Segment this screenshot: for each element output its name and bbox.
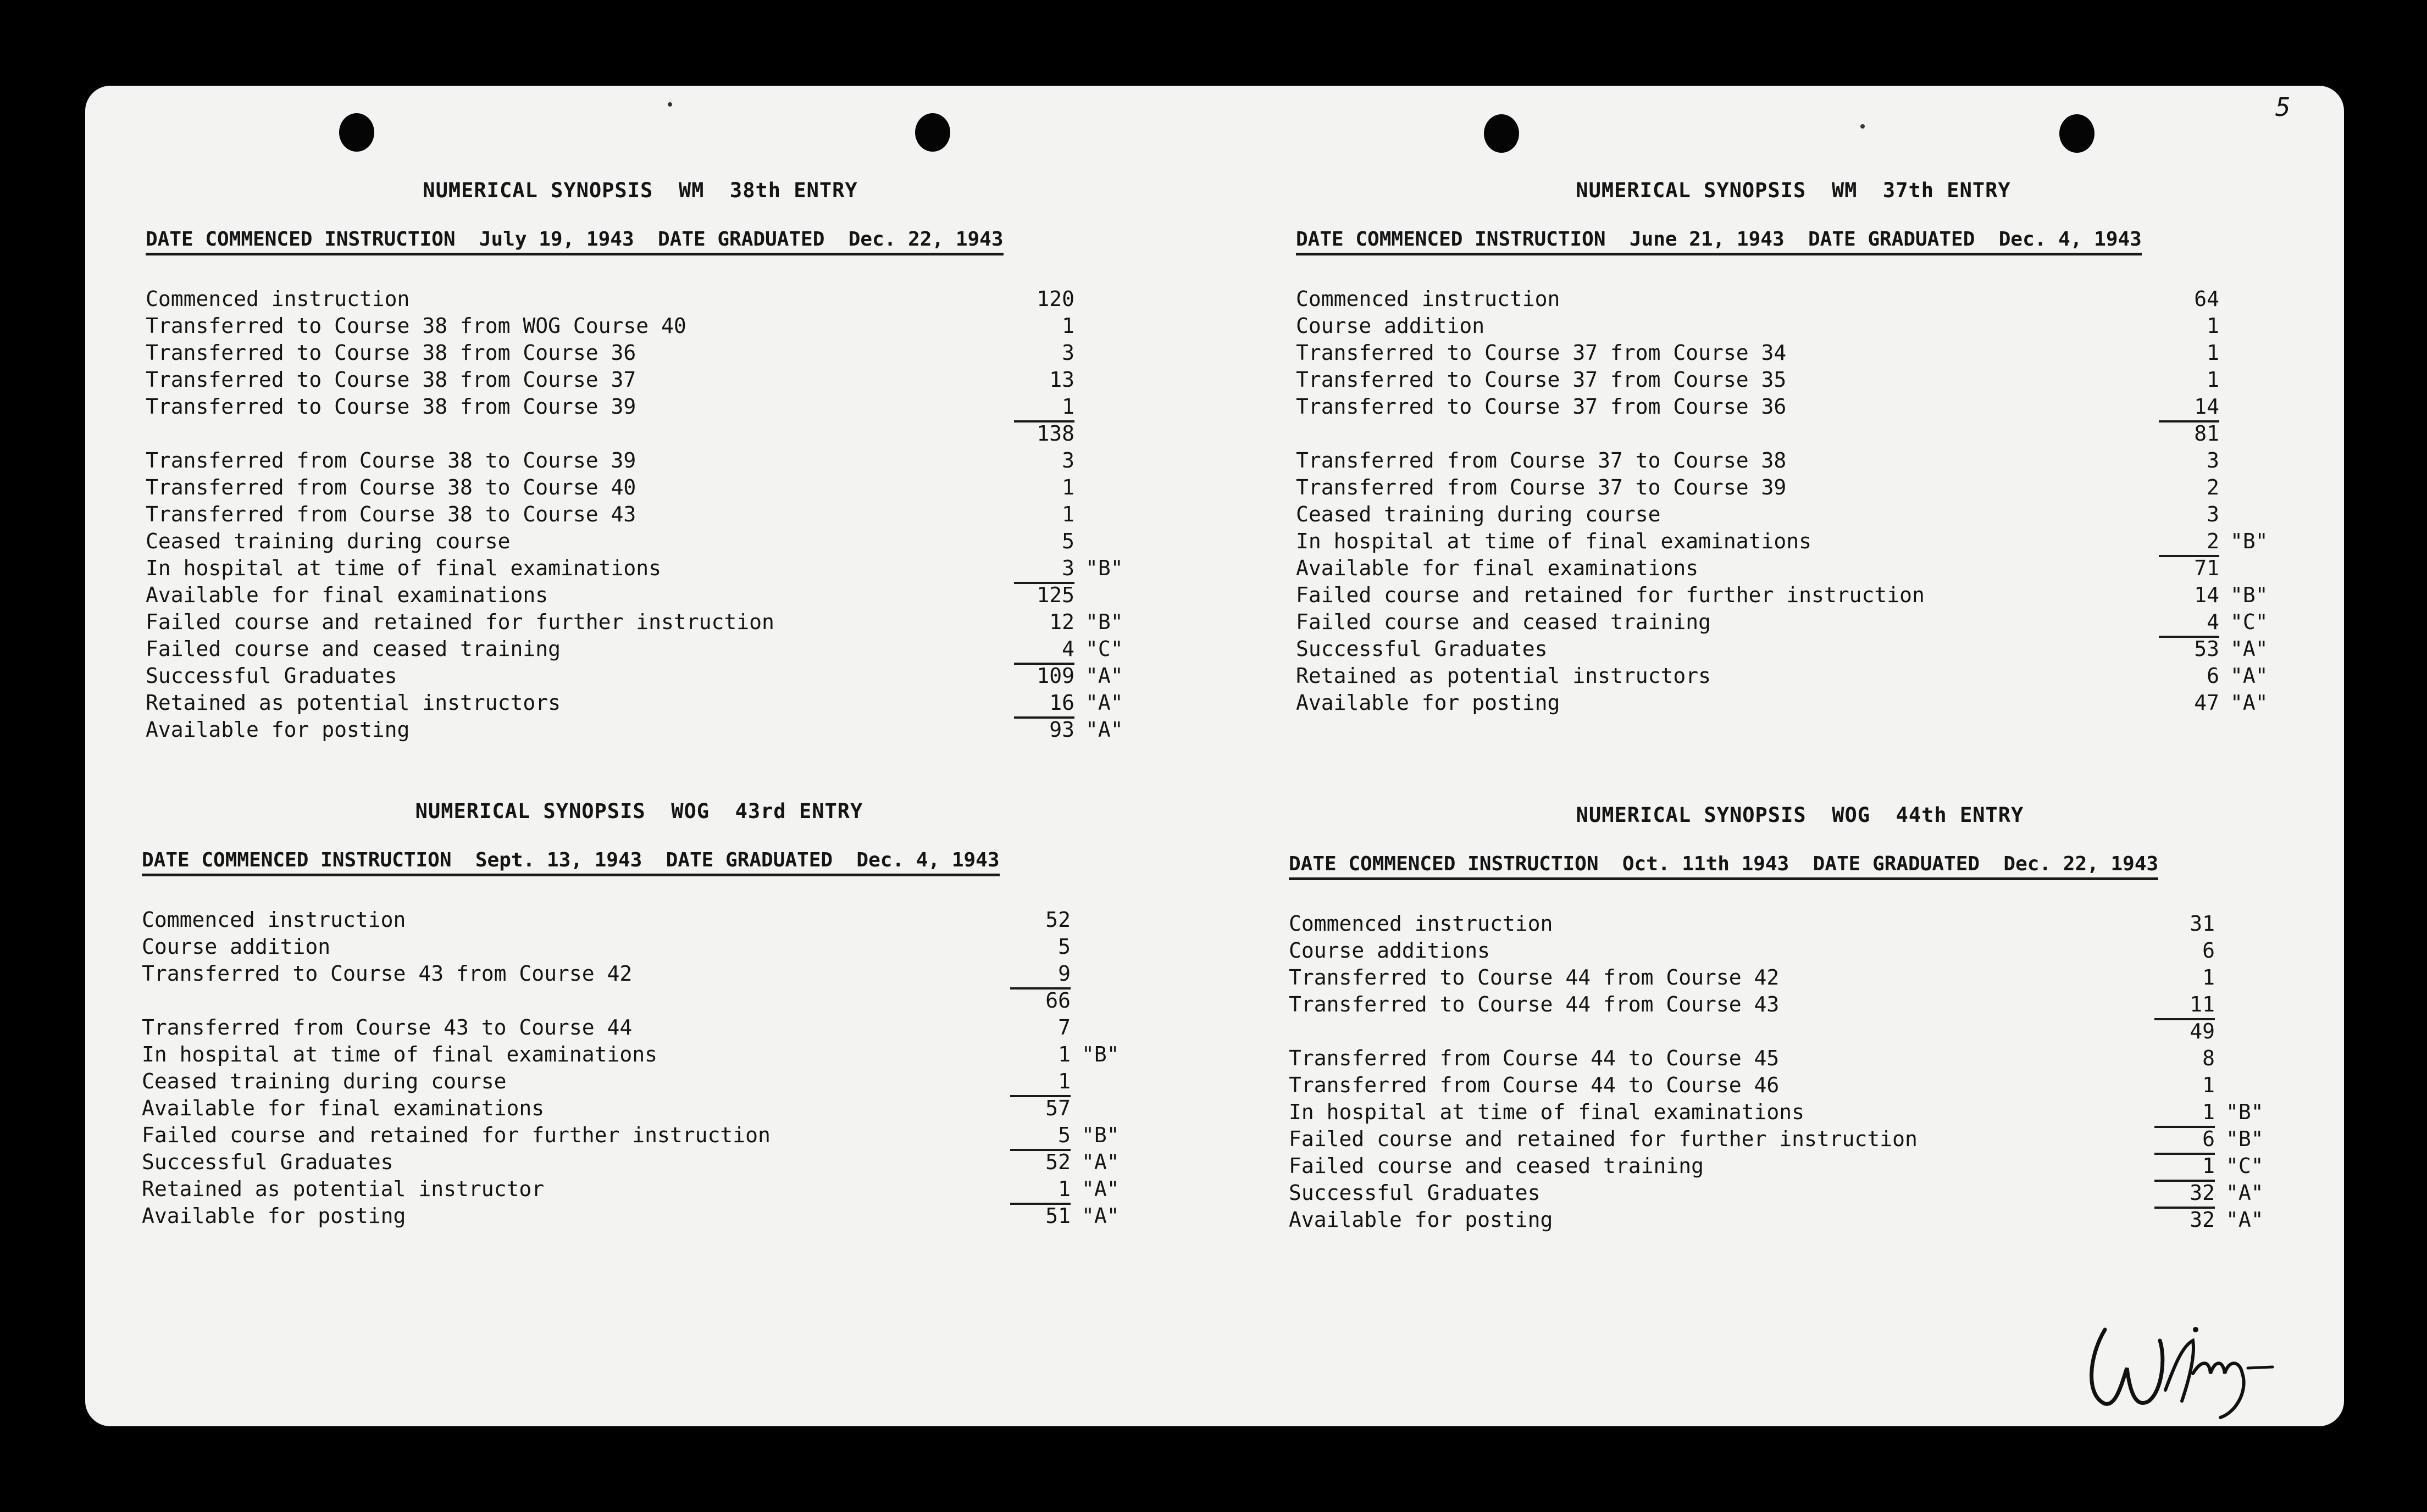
subtotal-value: 49 [2190,1019,2215,1043]
row-label: Available for posting [146,718,410,742]
subtotal-value: 138 [1037,421,1074,446]
row-label: Transferred to Course 38 from Course 37 [146,368,636,392]
subtotal-row [1296,420,2307,447]
synopsis-row [142,1122,1153,1149]
synopsis-row [142,960,1153,987]
row-value: 1 [1010,1176,1071,1205]
row-label: Failed course and retained for further instruction [1296,583,1925,607]
row-grade: "C" [1085,637,1123,661]
row-value: 2 [2159,528,2219,557]
row-grade: "A" [2230,637,2268,661]
row-grade: "B" [2226,1100,2264,1124]
synopsis-row [1289,937,2300,964]
row-label: Transferred to Course 43 from Course 42 [142,961,633,986]
subtotal-value: 81 [2194,421,2219,446]
row-label: Transferred to Course 44 from Course 42 [1289,965,1780,990]
row-label: Commenced instruction [142,908,406,932]
row-label: Transferred from Course 43 to Course 44 [142,1015,633,1040]
row-value: 12 [1049,610,1074,634]
row-grade: "B" [1082,1042,1120,1066]
row-value: 32 [2154,1180,2215,1209]
row-value: 109 [1037,664,1074,688]
row-value: 5 [1010,1122,1071,1151]
synopsis-row [1289,1072,2300,1099]
synopsis-row [146,555,1157,582]
section-title: NUMERICAL SYNOPSIS WOG 43rd ENTRY [415,799,863,823]
row-label: Transferred to Course 38 from WOG Course 40 [146,314,686,338]
row-value: 14 [2159,393,2219,423]
row-label: Commenced instruction [146,287,410,311]
synopsis-row [1296,313,2307,340]
row-label: Transferred to Course 37 from Course 36 [1296,394,1787,419]
synopsis-row [146,636,1157,663]
synopsis-row [146,582,1157,609]
handwritten-signature [2083,1308,2292,1434]
row-label: Transferred to Course 37 from Course 34 [1296,341,1787,365]
row-grade: "A" [2230,691,2268,715]
synopsis-row [142,1014,1153,1041]
row-label: Ceased training during course [1296,502,1661,526]
section-header-dates: DATE COMMENCED INSTRUCTION June 21, 1943 DATE GRADUATED Dec. 4, 1943 [1296,228,2142,255]
row-value: 5 [1062,529,1074,553]
synopsis-row [1296,528,2307,555]
synopsis-row [146,366,1157,393]
punch-hole [1484,114,1519,153]
synopsis-row [1289,1099,2300,1126]
row-grade: "B" [1082,1123,1120,1147]
row-label: Available for posting [1289,1208,1553,1232]
row-label: Failed course and ceased training [1296,610,1711,634]
synopsis-rows [1296,286,2307,716]
row-label: Transferred from Course 44 to Course 46 [1289,1073,1780,1097]
row-label: Transferred to Course 37 from Course 35 [1296,368,1787,392]
row-grade: "B" [2230,529,2268,553]
row-label: Transferred to Course 44 from Course 43 [1289,992,1780,1016]
row-grade: "A" [2226,1208,2264,1232]
row-value: 1 [2202,1073,2215,1097]
synopsis-row [142,933,1153,960]
row-value: 2 [2207,475,2219,499]
synopsis-row [146,690,1157,716]
section-header-dates: DATE COMMENCED INSTRUCTION July 19, 1943 DATE GRADUATED Dec. 22, 1943 [146,228,1004,255]
subtotal-row [142,987,1153,1014]
punch-hole [2059,114,2094,153]
row-value: 57 [1045,1096,1071,1120]
synopsis-row [1289,1126,2300,1153]
row-label: Successful Graduates [1296,637,1548,661]
row-value: 3 [2207,448,2219,472]
row-value: 64 [2194,287,2219,311]
synopsis-row [142,1149,1153,1176]
row-label: In hospital at time of final examinations [146,556,661,580]
row-label: Ceased training during course [142,1069,507,1093]
row-value: 1 [2207,341,2219,365]
row-label: Successful Graduates [142,1150,394,1174]
synopsis-row [1296,366,2307,393]
row-value: 1 [2154,1153,2215,1182]
row-value: 4 [1014,636,1074,665]
punch-hole [339,113,374,152]
row-label: Course additions [1289,938,1490,963]
synopsis-row [1289,1153,2300,1180]
synopsis-row [146,286,1157,313]
synopsis-row [1296,474,2307,501]
synopsis-row [1296,340,2307,366]
section-title: NUMERICAL SYNOPSIS WM 37th ENTRY [1576,179,2011,202]
punch-hole [915,113,950,152]
row-grade: "A" [2226,1181,2264,1205]
row-value: 9 [1010,960,1071,990]
synopsis-row [146,663,1157,690]
row-label: Retained as potential instructors [146,691,561,715]
synopsis-row [142,1068,1153,1095]
row-value: 53 [2194,637,2219,661]
synopsis-row [1296,447,2307,474]
synopsis-row [146,313,1157,340]
row-grade: "C" [2230,610,2268,634]
synopsis-row [146,340,1157,366]
row-label: Commenced instruction [1289,911,1553,936]
row-label: Course addition [1296,314,1485,338]
row-grade: "B" [2230,583,2268,607]
row-label: Available for posting [1296,691,1560,715]
row-value: 93 [1049,718,1074,742]
row-value: 1 [1010,1068,1071,1097]
row-value: 1 [1062,475,1074,499]
row-label: Commenced instruction [1296,287,1560,311]
row-value: 1 [1014,393,1074,423]
row-label: Course addition [142,935,331,959]
row-grade: "A" [1082,1177,1120,1201]
row-label: Transferred from Course 37 to Course 38 [1296,448,1787,472]
synopsis-row [146,609,1157,636]
row-grade: "A" [2230,664,2268,688]
section-title: NUMERICAL SYNOPSIS WOG 44th ENTRY [1576,803,2024,827]
row-label: Retained as potential instructors [1296,664,1711,688]
row-grade: "A" [1082,1150,1120,1174]
row-value: 4 [2159,609,2219,638]
row-label: Successful Graduates [146,664,397,688]
synopsis-row [1289,1045,2300,1072]
row-grade: "B" [2226,1127,2264,1151]
synopsis-row [1289,1180,2300,1207]
row-label: Transferred from Course 37 to Course 39 [1296,475,1787,499]
row-value: 52 [1045,908,1071,932]
row-label: Failed course and ceased training [1289,1154,1704,1178]
section-header-dates: DATE COMMENCED INSTRUCTION Sept. 13, 1943 DATE GRADUATED Dec. 4, 1943 [142,849,1000,876]
row-value: 51 [1045,1204,1071,1228]
row-grade: "A" [1082,1204,1120,1228]
row-grade: "A" [1085,718,1123,742]
row-value: 1 [1058,1042,1071,1066]
row-label: Failed course and ceased training [146,637,561,661]
row-label: Successful Graduates [1289,1181,1541,1205]
row-grade: "B" [1085,556,1123,580]
dust-speck [1860,124,1865,129]
synopsis-row [1296,609,2307,636]
synopsis-row [146,716,1157,743]
row-value: 1 [2207,368,2219,392]
row-grade: "A" [1085,664,1123,688]
synopsis-row [1289,964,2300,991]
row-label: Transferred to Course 38 from Course 36 [146,341,636,365]
row-value: 3 [1062,341,1074,365]
row-value: 7 [1058,1015,1071,1040]
row-grade: "A" [1085,691,1123,715]
row-value: 6 [2154,1126,2215,1155]
synopsis-row [146,501,1157,528]
row-value: 1 [1062,314,1074,338]
row-grade: "C" [2226,1154,2264,1178]
row-label: Available for posting [142,1204,406,1228]
synopsis-row [142,907,1153,933]
row-value: 1 [2202,965,2215,990]
row-value: 52 [1045,1150,1071,1174]
row-value: 13 [1049,368,1074,392]
synopsis-row [1289,910,2300,937]
row-label: In hospital at time of final examinations [1289,1100,1804,1124]
synopsis-row [1296,501,2307,528]
row-label: Transferred from Course 38 to Course 43 [146,502,636,526]
row-value: 1 [2207,314,2219,338]
row-label: Available for final examinations [142,1096,545,1120]
row-value: 1 [2154,1099,2215,1128]
synopsis-rows [146,286,1157,743]
synopsis-row [1296,690,2307,716]
synopsis-row [1296,663,2307,690]
row-value: 6 [2207,664,2219,688]
synopsis-row [142,1041,1153,1068]
synopsis-row [146,447,1157,474]
row-label: In hospital at time of final examinations [1296,529,1811,553]
synopsis-row [142,1095,1153,1122]
row-value: 32 [2190,1208,2215,1232]
row-value: 120 [1037,287,1074,311]
synopsis-row [142,1203,1153,1230]
row-value: 5 [1058,935,1071,959]
row-value: 1 [1062,502,1074,526]
row-label: Available for final examinations [1296,556,1699,580]
row-value: 14 [2194,583,2219,607]
row-grade: "B" [1085,610,1123,634]
row-label: Failed course and retained for further instruction [142,1123,771,1147]
subtotal-value: 66 [1045,988,1071,1013]
row-label: Transferred from Course 38 to Course 40 [146,475,636,499]
synopsis-rows [142,907,1153,1230]
row-label: Transferred to Course 38 from Course 39 [146,394,636,419]
row-label: Retained as potential instructor [142,1177,545,1201]
synopsis-row [1289,1207,2300,1233]
synopsis-row [146,474,1157,501]
synopsis-rows [1289,910,2300,1233]
synopsis-row [1289,991,2300,1018]
dust-speck [668,102,672,107]
row-value: 71 [2194,556,2219,580]
synopsis-row [1296,286,2307,313]
row-value: 47 [2194,691,2219,715]
row-label: Failed course and retained for further instruction [1289,1127,1918,1151]
row-label: Failed course and retained for further instruction [146,610,774,634]
synopsis-row [1296,555,2307,582]
synopsis-row [1296,636,2307,663]
section-header-dates: DATE COMMENCED INSTRUCTION Oct. 11th 1943 DATE GRADUATED Dec. 22, 1943 [1289,853,2158,880]
row-label: Transferred from Course 44 to Course 45 [1289,1046,1780,1070]
synopsis-row [146,393,1157,420]
page-number: 5 [2275,92,2291,122]
row-value: 3 [2207,502,2219,526]
row-value: 8 [2202,1046,2215,1070]
row-value: 125 [1037,583,1074,607]
row-value: 3 [1014,555,1074,584]
synopsis-row [142,1176,1153,1203]
row-value: 11 [2154,991,2215,1020]
section-title: NUMERICAL SYNOPSIS WM 38th ENTRY [423,179,858,202]
row-value: 16 [1014,690,1074,719]
subtotal-row [1289,1018,2300,1045]
row-value: 6 [2202,938,2215,963]
row-label: In hospital at time of final examinations [142,1042,657,1066]
row-label: Transferred from Course 38 to Course 39 [146,448,636,472]
synopsis-row [1296,582,2307,609]
row-label: Ceased training during course [146,529,511,553]
synopsis-row [146,528,1157,555]
row-value: 3 [1062,448,1074,472]
row-label: Available for final examinations [146,583,548,607]
row-value: 31 [2190,911,2215,936]
synopsis-row [1296,393,2307,420]
subtotal-row [146,420,1157,447]
